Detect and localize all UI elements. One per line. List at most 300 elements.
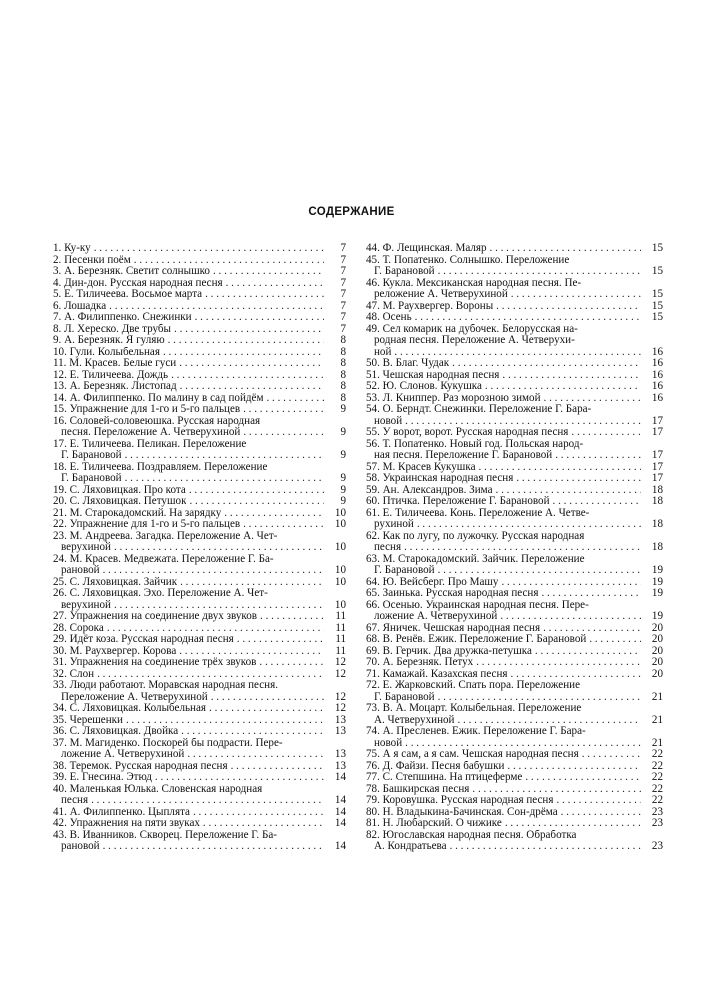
toc-entry-text: 66. Осенью. Украинская народная песня. Пере- <box>366 599 589 611</box>
toc-page-number: 10 <box>334 564 346 576</box>
dot-leader <box>487 243 641 255</box>
dot-leader <box>168 370 324 382</box>
toc-page-number: 8 <box>340 345 346 358</box>
toc-entry-text: 59. Ан. Александров. Зима <box>366 484 493 496</box>
toc-entry <box>53 393 346 405</box>
toc-page-number: 13 <box>334 759 346 772</box>
toc-entry-text: Переложение А. Четверухиной <box>61 691 208 703</box>
toc-entry <box>366 462 663 474</box>
toc-entry <box>53 381 346 393</box>
toc-page-number: 12 <box>334 667 346 680</box>
dot-leader <box>513 473 641 485</box>
toc-entry <box>366 278 663 301</box>
toc-entry <box>53 416 346 439</box>
dot-leader <box>455 715 642 727</box>
toc-entry <box>53 807 346 819</box>
toc-entry-text: 14. А. Филиппенко. По малину в сад пойдём <box>53 392 264 404</box>
toc-entry <box>366 324 663 359</box>
toc-entry-text: 64. Ю. Вейсберг. Про Машу <box>366 576 499 588</box>
dot-leader <box>177 381 324 393</box>
toc-entry-text: верухиной <box>61 599 111 611</box>
dot-leader <box>206 703 324 715</box>
toc-entry-text: 56. Т. Попатенко. Новый год. Польская народ- <box>366 438 584 450</box>
toc-page-number: 22 <box>651 759 663 772</box>
dot-leader <box>435 266 641 278</box>
toc-page-number: 20 <box>651 621 663 634</box>
toc-entry-text: 51. Чешская народная песня <box>366 369 500 381</box>
toc-entry <box>53 772 346 784</box>
dot-leader <box>223 278 324 290</box>
toc-page-number: 21 <box>651 690 663 703</box>
toc-page-number: 9 <box>340 403 346 415</box>
dot-leader <box>152 772 324 784</box>
page-title: СОДЕРЖАНИЕ <box>308 206 395 218</box>
toc-entry <box>366 577 663 589</box>
toc-page-number: 16 <box>651 368 663 381</box>
toc-entry <box>53 462 346 485</box>
dot-leader <box>586 634 641 646</box>
toc-entry-text: 23. М. Андреева. Загадка. Переложение А. Чет- <box>53 530 278 542</box>
dot-leader <box>493 301 641 313</box>
toc-entry <box>366 726 663 749</box>
toc-entry <box>53 347 346 359</box>
toc-entry-text: 41. А. Филиппенко. Цыплята <box>53 806 190 818</box>
toc-page-number: 7 <box>340 265 346 277</box>
toc-entry <box>53 301 346 313</box>
toc-page-number: 11 <box>335 621 346 634</box>
dot-leader <box>111 542 324 554</box>
toc-entry <box>366 485 663 497</box>
toc-page-number: 13 <box>334 748 346 760</box>
toc-entry-text: 5. Е. Тиличеева. Восьмое марта <box>53 289 203 300</box>
toc-entry-text: 28. Сорока <box>53 622 104 634</box>
toc-entry-text: 65. Заинька. Русская народная песня <box>366 588 539 599</box>
toc-entry-text: 40. Маленькая Юлька. Словенская народная <box>53 783 263 795</box>
dot-leader <box>88 795 324 807</box>
dot-leader <box>447 841 641 853</box>
toc-entry <box>53 577 346 589</box>
dot-leader <box>100 565 324 577</box>
toc-page-number: 13 <box>334 725 346 737</box>
toc-page-number: 16 <box>651 357 663 369</box>
toc-entry <box>366 784 663 796</box>
toc-entry <box>366 772 663 784</box>
toc-entry <box>53 358 346 370</box>
toc-entry <box>53 439 346 462</box>
toc-page-number: 18 <box>651 518 663 530</box>
toc-entry <box>366 393 663 405</box>
toc-entry <box>366 255 663 278</box>
toc-entry-text: 37. М. Магиденко. Поскорей бы подрасти. Пере- <box>53 737 283 749</box>
dot-leader <box>508 289 641 301</box>
toc-entry-text: 50. В. Благ. Чудак <box>366 358 450 369</box>
toc-entry <box>53 715 346 727</box>
toc-entry-text: 36. С. Ляховицкая. Двойка <box>53 726 179 737</box>
toc-entry <box>53 830 346 853</box>
toc-entry <box>366 427 663 439</box>
toc-entry-text: Г. Барановой <box>61 473 122 484</box>
toc-page-number: 19 <box>651 575 663 588</box>
toc-entry-text: 68. В. Ренёв. Ёжик. Переложение Г. Барановой <box>366 634 587 645</box>
dot-leader <box>200 818 324 830</box>
toc-entry-text: Г. Барановой <box>61 450 122 461</box>
toc-page-number: 23 <box>651 805 663 818</box>
toc-entry <box>366 657 663 669</box>
toc-entry-text: 54. О. Берндт. Снежинки. Переложение Г. Бара- <box>366 404 592 415</box>
toc-page-number: 14 <box>334 805 346 818</box>
dot-leader <box>522 772 641 784</box>
toc-entry <box>366 301 663 313</box>
toc-page-number: 13 <box>334 713 346 726</box>
toc-page-number: 20 <box>651 667 663 680</box>
toc-page-number: 23 <box>651 840 663 852</box>
toc-page-number: 20 <box>651 656 663 668</box>
toc-page-number: 9 <box>340 483 346 496</box>
toc-page-number: 17 <box>651 472 663 484</box>
toc-entry <box>366 830 663 853</box>
dot-leader <box>469 784 641 796</box>
toc-entry-text: 60. Птичка. Переложение Г. Барановой <box>366 496 550 507</box>
toc-entry-text: 62. Как по лугу, по лужочку. Русская народная <box>366 530 585 542</box>
toc-entry-text: 79. Коровушка. Русская народная песня <box>366 795 554 806</box>
toc-entry <box>53 611 346 623</box>
toc-page-number: 12 <box>334 656 346 668</box>
toc-entry-text: 78. Башкирская песня <box>366 783 470 795</box>
toc-entry-text: 48. Осень <box>366 312 412 323</box>
toc-entry-text: 19. С. Ляховицкая. Про кота <box>53 484 186 496</box>
dot-leader <box>502 818 641 830</box>
dot-leader <box>111 600 324 612</box>
toc-entry-text: рухиной <box>374 519 414 530</box>
dot-leader <box>100 841 324 853</box>
toc-page-number: 14 <box>334 794 346 806</box>
dot-leader <box>228 761 324 773</box>
toc-entry <box>53 266 346 278</box>
toc-page-number: 21 <box>651 713 663 726</box>
toc-entry-text: 80. Н. Владыкина-Бачинская. Сон-дрёма <box>366 806 558 818</box>
toc-entry <box>53 255 346 267</box>
dot-leader <box>412 312 641 324</box>
dot-leader <box>178 726 324 738</box>
toc-entry <box>53 519 346 531</box>
toc-entry-text: 72. Е. Жарковский. Спать пора. Переложение <box>366 680 580 691</box>
toc-entry <box>366 680 663 703</box>
toc-entry <box>53 738 346 761</box>
dot-leader <box>176 358 324 370</box>
toc-entry <box>53 324 346 336</box>
toc-entry-text: ложение А. Четверухиной <box>374 611 498 622</box>
toc-entry-text: 7. А. Филиппенко. Снежинки <box>53 312 192 323</box>
dot-leader <box>508 669 641 681</box>
toc-page-number: 18 <box>651 495 663 507</box>
toc-entry-text: 13. А. Березняк. Листопад <box>53 381 177 392</box>
toc-page-number: 10 <box>334 598 346 611</box>
dot-leader <box>176 646 324 658</box>
dot-leader <box>538 588 641 600</box>
toc-entry <box>366 404 663 427</box>
toc-page-number: 10 <box>334 518 346 530</box>
dot-leader <box>499 370 641 382</box>
toc-entry <box>366 508 663 531</box>
toc-entry-text: 8. Л. Хереско. Две трубы <box>53 323 172 335</box>
toc-entry <box>53 623 346 635</box>
toc-entry-text: 42. Упражнения на пяти звуках <box>53 818 200 829</box>
dot-leader <box>263 393 324 405</box>
toc-page-number: 7 <box>340 311 346 323</box>
toc-entry-text: 57. М. Красев Кукушка <box>366 461 476 473</box>
toc-entry-text: Г. Барановой <box>374 691 435 703</box>
toc-entry-text: 75. А я сам, а я сам. Чешская народная песня <box>366 749 579 760</box>
toc-entry <box>366 807 663 819</box>
toc-page-number: 9 <box>340 495 346 507</box>
dot-leader <box>402 738 641 750</box>
toc-entry-text: 2. Песенки поём <box>53 254 131 266</box>
toc-page-number: 19 <box>651 610 663 622</box>
toc-entry-text: песня <box>374 542 402 553</box>
toc-entry <box>53 634 346 646</box>
toc-entry-text: 43. В. Иванников. Скворец. Переложение Г. Ба- <box>53 829 277 841</box>
dot-leader <box>94 669 324 681</box>
toc-page-number: 16 <box>651 391 663 404</box>
dot-leader <box>240 519 324 531</box>
dot-leader <box>122 473 324 485</box>
toc-page-number: 7 <box>340 276 346 289</box>
toc-entry <box>366 795 663 807</box>
toc-entry-text: 32. Слон <box>53 668 95 680</box>
dot-leader <box>184 749 324 761</box>
toc-page-number: 8 <box>340 368 346 381</box>
toc-entry <box>366 600 663 623</box>
toc-entry <box>366 818 663 830</box>
dot-leader <box>190 807 324 819</box>
dot-leader <box>541 393 641 405</box>
toc-entry <box>53 404 346 416</box>
toc-page-number: 17 <box>651 460 663 473</box>
toc-page-number: 20 <box>651 633 663 645</box>
toc-page-number: 20 <box>651 644 663 657</box>
toc-entry-text: родная песня. Переложение А. Четверухи- <box>374 335 575 346</box>
toc-entry-text: 73. В. А. Моцарт. Колыбельная. Переложение <box>366 703 582 714</box>
dot-leader <box>256 657 324 669</box>
toc-entry-text: 27. Упражнения на соединение двух звуков <box>53 611 258 622</box>
dot-leader <box>553 795 641 807</box>
dot-leader <box>532 646 641 658</box>
dot-leader <box>558 807 641 819</box>
toc-entry-text: 49. Сел комарик на дубочек. Белорусская на- <box>366 323 578 335</box>
toc-entry-text: А. Кондратьева <box>374 841 447 852</box>
toc-entry <box>53 588 346 611</box>
toc-entry-text: 47. М. Раухвергер. Вороны <box>366 300 494 312</box>
toc-entry-text: 70. А. Березняк. Петух <box>366 657 474 668</box>
dot-leader <box>414 519 641 531</box>
toc-entry <box>53 761 346 773</box>
toc-entry <box>53 669 346 681</box>
toc-entry <box>53 726 346 738</box>
toc-page-number: 14 <box>334 771 346 783</box>
dot-leader <box>192 312 324 324</box>
toc-entry-text: песня. Переложение А. Четверухиной <box>61 427 241 438</box>
toc-entry <box>53 485 346 497</box>
toc-page-number: 11 <box>335 633 346 645</box>
toc-page-number: 7 <box>340 322 346 335</box>
toc-page-number: 15 <box>651 242 663 254</box>
toc-page-number: 10 <box>334 575 346 588</box>
toc-entry-text: 82. Югославская народная песня. Обработка <box>366 829 577 841</box>
toc-page-number: 19 <box>651 587 663 599</box>
toc-page-number: 11 <box>335 644 346 657</box>
toc-entry <box>366 531 663 554</box>
toc-entry-text: 20. С. Ляховицкая. Петушок <box>53 496 187 507</box>
toc-entry <box>53 657 346 669</box>
toc-entry <box>53 554 346 577</box>
toc-entry <box>366 243 663 255</box>
toc-entry <box>366 496 663 508</box>
toc-page-number: 22 <box>651 794 663 806</box>
toc-page-number: 11 <box>335 610 346 622</box>
toc-entry <box>53 703 346 715</box>
toc-entry-text: 10. Гули. Колыбельная <box>53 346 160 358</box>
toc-entry <box>366 703 663 726</box>
toc-entry-text: 69. В. Герчик. Два дружка-петушка <box>366 645 532 657</box>
dot-leader <box>91 243 324 255</box>
toc-entry-text: ной <box>374 346 392 358</box>
toc-entry-text: рановой <box>61 841 100 852</box>
toc-page-number: 10 <box>334 541 346 553</box>
toc-page-number: 9 <box>340 449 346 461</box>
toc-entry-text: 55. У ворот, ворот. Русская народная песня <box>366 427 569 438</box>
toc-entry <box>366 439 663 462</box>
toc-entry <box>366 646 663 658</box>
toc-entry-text: 58. Украинская народная песня <box>366 473 514 484</box>
dot-leader <box>177 577 324 589</box>
toc-page-number: 23 <box>651 817 663 829</box>
toc-entry-text: ная песня. Переложение Г. Барановой <box>374 450 553 461</box>
dot-leader <box>122 450 324 462</box>
toc-entry-text: реложение А. Четверухиной <box>374 289 508 300</box>
dot-leader <box>493 485 641 497</box>
dot-leader <box>435 565 641 577</box>
toc-entry-text: 30. М. Раухвергер. Корова <box>53 645 177 657</box>
dot-leader <box>498 577 641 589</box>
toc-entry-text: 11. М. Красев. Белые гуси <box>53 358 177 369</box>
dot-leader <box>202 289 324 301</box>
toc-entry-text: новой <box>374 737 403 749</box>
dot-leader <box>123 715 324 727</box>
dot-leader <box>240 404 324 416</box>
toc-entry-text: 44. Ф. Лещинская. Маляр <box>366 243 487 254</box>
toc-entry-text: верухиной <box>61 542 111 553</box>
toc-entry <box>53 646 346 658</box>
toc-entry-text: 9. А. Березняк. Я гуляю <box>53 335 165 346</box>
toc-entry-text: 45. Т. Попатенко. Солнышко. Переложение <box>366 254 570 266</box>
toc-column-left <box>53 243 346 853</box>
toc-entry <box>366 473 663 485</box>
toc-entry-text: А. Четверухиной <box>374 714 455 726</box>
toc-entry <box>53 508 346 520</box>
toc-page-number: 9 <box>340 472 346 484</box>
toc-entry <box>53 335 346 347</box>
toc-entry-text: 31. Упражнения на соединение трёх звуков <box>53 657 257 668</box>
toc-entry-text: 3. А. Березняк. Светит солнышко <box>53 266 210 277</box>
toc-page-number: 14 <box>334 840 346 852</box>
toc-entry <box>53 818 346 830</box>
toc-entry-text: 77. С. Степшина. На птицеферме <box>366 772 523 783</box>
toc-page-number: 7 <box>340 288 346 300</box>
toc-entry <box>366 381 663 393</box>
toc-page-number: 17 <box>651 426 663 438</box>
toc-column-right <box>366 243 663 853</box>
toc-entry-text: 1. Ку-ку <box>53 243 91 254</box>
toc-entry-text: 52. Ю. Слонов. Кукушка <box>366 381 482 392</box>
toc-entry-text: 46. Кукла. Мексиканская народная песня. Пе- <box>366 277 582 289</box>
toc-entry-text: 15. Упражнение для 1-го и 5-го пальцев <box>53 404 241 415</box>
toc-page-number: 8 <box>340 391 346 404</box>
toc-page-number: 17 <box>651 414 663 427</box>
toc-entry <box>366 358 663 370</box>
toc-entry <box>366 312 663 324</box>
dot-leader <box>104 623 324 635</box>
toc-page-number: 16 <box>651 345 663 358</box>
toc-page-number: 7 <box>340 253 346 266</box>
toc-entry-text: 53. Л. Книппер. Раз морозною зимой <box>366 392 541 404</box>
toc-entry-text: 71. Камажай. Казахская песня <box>366 668 508 680</box>
toc-entry <box>53 312 346 324</box>
dot-leader <box>208 692 324 704</box>
toc-page-number: 8 <box>340 357 346 369</box>
toc-entry-text: 63. М. Старокадомский. Зайчик. Переложение <box>366 553 585 565</box>
toc-entry <box>366 634 663 646</box>
toc-page-number: 7 <box>340 242 346 254</box>
toc-entry-text: 38. Теремок. Русская народная песня <box>53 760 228 772</box>
dot-leader <box>391 347 641 359</box>
toc-entry-text: Г. Барановой <box>374 266 435 277</box>
toc-page-number: 15 <box>651 299 663 312</box>
dot-leader <box>540 623 641 635</box>
toc-entry-text: 25. С. Ляховицкая. Зайчик <box>53 576 178 588</box>
toc-page-number: 12 <box>334 690 346 703</box>
toc-entry <box>53 531 346 554</box>
toc-page-number: 22 <box>651 782 663 795</box>
toc-page-number: 19 <box>651 564 663 576</box>
toc-entry-text: ложение А. Четверухиной <box>61 749 185 760</box>
toc-entry-text: рановой <box>61 565 100 576</box>
toc-entry <box>366 370 663 382</box>
dot-leader <box>402 416 641 428</box>
toc-page-number: 17 <box>651 449 663 461</box>
dot-leader <box>552 450 641 462</box>
dot-leader <box>473 657 641 669</box>
dot-leader <box>165 335 324 347</box>
toc-page-number: 15 <box>651 311 663 323</box>
dot-leader <box>482 381 641 393</box>
toc-entry-text: 76. Д. Файзи. Песня бабушки <box>366 760 505 772</box>
dot-leader <box>221 508 324 520</box>
toc-entry-text: 26. С. Ляховицкая. Эхо. Переложение А. Чет- <box>53 588 268 599</box>
toc-entry-text: 35. Черешенки <box>53 714 123 726</box>
dot-leader <box>504 761 641 773</box>
toc-entry <box>53 289 346 301</box>
toc-entry-text: 22. Упражнение для 1-го и 5-го пальцев <box>53 519 241 530</box>
toc-entry <box>53 784 346 807</box>
toc-page-number: 8 <box>340 334 346 346</box>
dot-leader <box>449 358 641 370</box>
toc-entry <box>366 588 663 600</box>
toc-entry-text: 21. М. Старокадомский. На зарядку <box>53 507 222 519</box>
toc-entry-text: 39. Е. Гнесина. Этюд <box>53 772 152 783</box>
toc-entry <box>366 761 663 773</box>
toc-entry-text: 24. М. Красев. Медвежата. Переложение Г. Ба- <box>53 553 274 565</box>
toc-entry <box>53 243 346 255</box>
